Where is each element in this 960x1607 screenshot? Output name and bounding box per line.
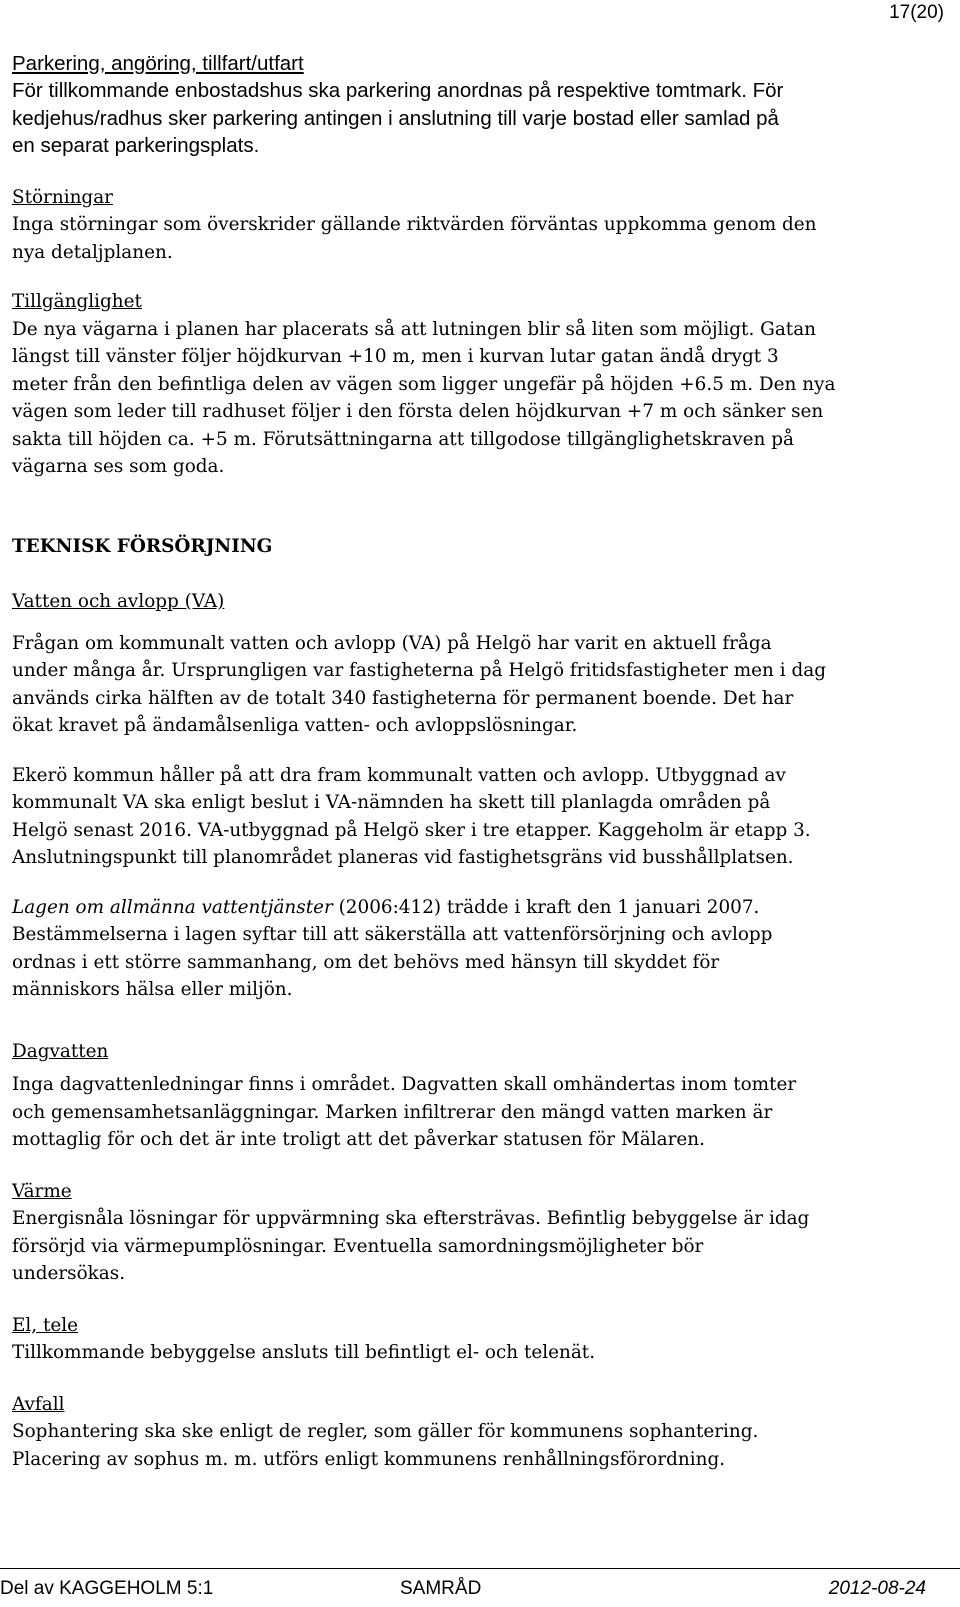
section-heading: Värme [12, 1180, 72, 1202]
section-el-tele [12, 1312, 946, 1367]
paragraph-line: undersökas. [12, 1263, 126, 1284]
paragraph-line: Anslutningspunkt till planområdet planeras vid fastighetsgräns vid busshållplatsen. [12, 847, 794, 868]
section-heading: Dagvatten [12, 1040, 109, 1062]
section-storningar [12, 184, 946, 267]
paragraph-line: Energisnåla lösningar för uppvärmning ska eftersträvas. Befintlig bebyggelse är idag [12, 1208, 810, 1229]
paragraph-line: nya detaljplanen. [12, 241, 173, 263]
paragraph-line: längst till vänster följer höjdkurvan +10 m, men i kurvan lutar gatan ändå drygt 3 [12, 346, 779, 367]
paragraph-line: kommunalt VA ska enligt beslut i VA-nämnden ha skett till planlagda områden på [12, 792, 771, 813]
paragraph-line: Sophantering ska ske enligt de regler, som gäller för kommunens sophantering. [12, 1421, 759, 1442]
section-dagvatten [12, 1038, 946, 1154]
va-paragraph-3 [12, 894, 946, 1004]
paragraph-line: används cirka hälften av de totalt 340 fastigheterna för permanent boende. Det har [12, 687, 794, 709]
footer-document-name: Del av KAGGEHOLM 5:1 [0, 1578, 214, 1599]
section-varme [12, 1178, 946, 1288]
paragraph-line: Inga störningar som överskrider gällande riktvärden förväntas uppkomma genom den [12, 214, 817, 235]
paragraph-line: vägen som leder till radhuset följer i den första delen höjdkurvan +7 m och sänker sen [12, 401, 824, 422]
footer-date: 2012-08-24 [828, 1578, 926, 1599]
section-heading: Parkering, angöring, tillfart/utfart [12, 52, 304, 75]
paragraph-line: ordnas i ett större sammanhang, om det behövs med hänsyn till skyddet för [12, 951, 720, 973]
paragraph-line: meter från den befintliga delen av vägen som ligger ungefär på höjden +6.5 m. Den nya [12, 373, 836, 395]
page-number: 17(20) [889, 2, 944, 23]
dagvatten-paragraph [12, 1071, 946, 1154]
paragraph-line: kedjehus/radhus sker parkering antingen i anslutning till varje bostad eller samlad på [12, 106, 779, 130]
paragraph-line: människors hälsa eller miljön. [12, 979, 293, 1000]
section-teknisk-forsorjning [12, 533, 946, 561]
paragraph-line: Placering av sophus m. m. utförs enligt kommunens renhållningsförordning. [12, 1448, 726, 1470]
paragraph-line: Ekerö kommun håller på att dra fram kommunalt vatten och avlopp. Utbyggnad av [12, 764, 786, 786]
section-heading: Avfall [12, 1393, 65, 1415]
paragraph-line: Inga dagvattenledningar finns i området. Dagvatten skall omhändertas inom tomter [12, 1074, 797, 1095]
law-text: (2006:412) trädde i kraft den 1 januari 2007. [332, 896, 760, 918]
paragraph-line: ökat kravet på ändamålsenliga vatten- och avloppslösningar. [12, 715, 578, 736]
paragraph-line: De nya vägarna i planen har placerats så att lutningen blir så liten som möjligt. Gatan [12, 318, 816, 340]
paragraph-line: Frågan om kommunalt vatten och avlopp (VA) på Helgö har varit en aktuell fråga [12, 632, 772, 654]
chapter-heading: TEKNISK FÖRSÖRJNING [12, 535, 273, 557]
paragraph-line: försörjd via värmepumplösningar. Eventuella samordningsmöjligheter bör [12, 1235, 704, 1257]
paragraph-line: under många år. Ursprungligen var fastigheterna på Helgö fritidsfastigheter men i dag [12, 660, 826, 681]
section-heading: El, tele [12, 1314, 79, 1336]
section-heading: Störningar [12, 186, 113, 208]
paragraph-line [12, 894, 946, 922]
law-title: Lagen om allmänna vattentjänster [12, 896, 333, 918]
paragraph-line: För tillkommande enbostadshus ska parkering anordnas på respektive tomtmark. För [12, 79, 784, 102]
section-vatten-avlopp [12, 588, 946, 1004]
paragraph-line: sakta till höjden ca. +5 m. Förutsättningarna att tillgodose tillgänglighetskraven på [12, 428, 794, 450]
paragraph-line: Helgö senast 2016. VA-utbyggnad på Helgö sker i tre etapper. Kaggeholm är etapp 3. [12, 819, 811, 841]
section-tillganglighet [12, 288, 946, 481]
va-paragraph-2 [12, 762, 946, 872]
section-heading: Vatten och avlopp (VA) [12, 591, 225, 612]
section-avfall [12, 1391, 946, 1474]
va-paragraph-1 [12, 630, 946, 740]
footer-status: SAMRÅD [400, 1578, 482, 1599]
page-footer [0, 1568, 960, 1599]
paragraph-line: Bestämmelserna i lagen syftar till att säkerställa att vattenförsörjning och avlopp [12, 924, 773, 945]
paragraph-line: Tillkommande bebyggelse ansluts till befintligt el- och telenät. [12, 1342, 596, 1363]
paragraph-line: en separat parkeringsplats. [12, 134, 260, 157]
paragraph-line: och gemensamhetsanläggningar. Marken infiltrerar den mängd vatten marken är [12, 1101, 773, 1123]
document-body [12, 50, 946, 1473]
section-heading: Tillgänglighet [12, 291, 142, 312]
paragraph-line: vägarna ses som goda. [12, 456, 225, 477]
section-parkering [12, 50, 946, 160]
paragraph-line: mottaglig för och det är inte troligt att det påverkar statusen för Mälaren. [12, 1129, 705, 1150]
